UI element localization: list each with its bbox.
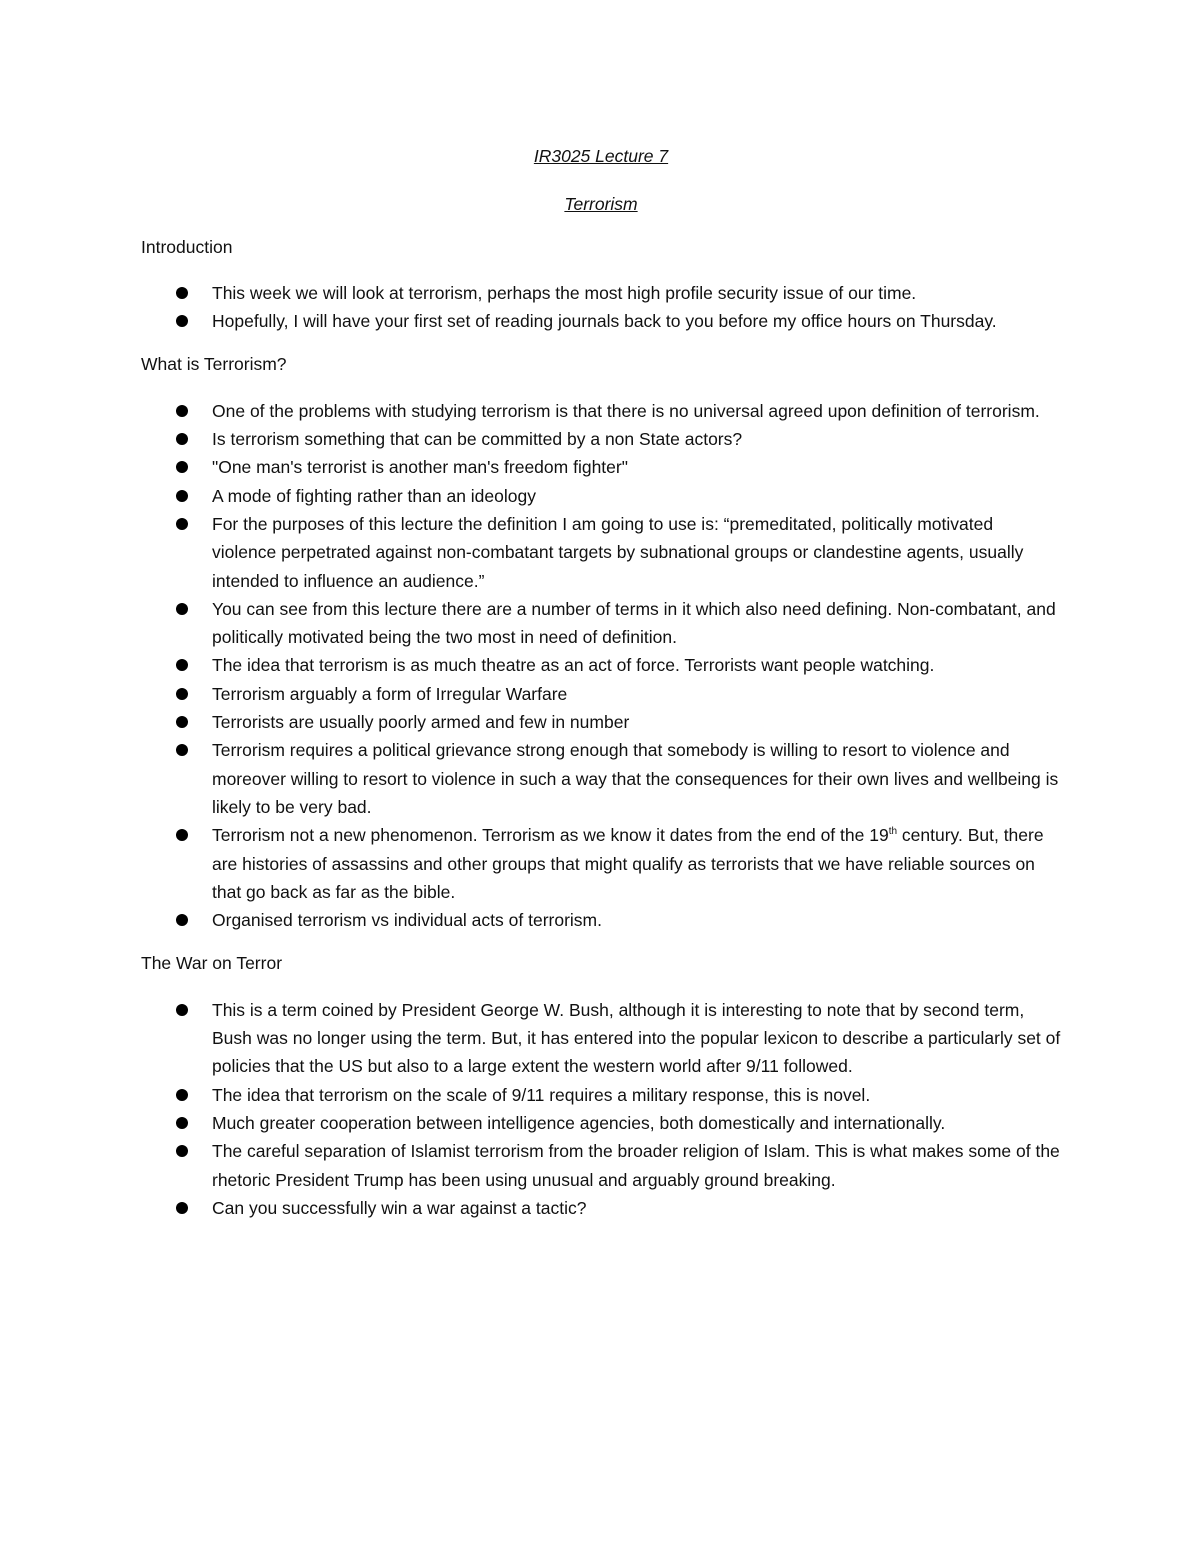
list-item	[212, 397, 1061, 425]
bullet-icon	[176, 315, 188, 327]
bullet-icon	[176, 744, 188, 756]
document-body	[141, 142, 1061, 1222]
list-item	[212, 1109, 1061, 1137]
list-item-text-before: Terrorism not a new phenomenon. Terrorism as we know it dates from the end of the 19	[212, 825, 889, 846]
list-item-text: Organised terrorism vs individual acts of terrorism.	[212, 910, 602, 931]
bullet-icon	[176, 914, 188, 926]
list-item-text: Is terrorism something that can be committed by a non State actors?	[212, 429, 743, 450]
list-item-text: Can you successfully win a war against a tactic?	[212, 1197, 587, 1218]
list-item	[212, 510, 1061, 595]
list-item	[212, 651, 1061, 679]
bullet-icon	[176, 829, 188, 841]
list-item-text: A mode of fighting rather than an ideology	[212, 485, 536, 506]
list-item	[212, 1081, 1061, 1109]
list-item	[212, 595, 1061, 652]
list-item-text: The careful separation of Islamist terrorism from the broader religion of Islam. This is what makes some of the rhetoric President Trump has been using unusual and arguably ground breaking.	[212, 1141, 1060, 1190]
list-item	[212, 906, 1061, 934]
list-item	[212, 1137, 1061, 1194]
section-heading-introduction: Introduction	[141, 236, 233, 257]
list-item-text: Hopefully, I will have your first set of reading journals back to you before my office hours on Thursday.	[212, 311, 997, 332]
list-item-text: Much greater cooperation between intelligence agencies, both domestically and internationally.	[212, 1112, 946, 1133]
section-heading-what-is-terrorism: What is Terrorism?	[141, 354, 287, 375]
list-item	[212, 425, 1061, 453]
document-subtitle: Terrorism	[564, 194, 638, 215]
bullet-list-introduction	[141, 279, 1061, 336]
list-item-text: Terrorism arguably a form of Irregular Warfare	[212, 683, 568, 704]
list-item	[212, 307, 1061, 335]
list-item-text: Terrorists are usually poorly armed and few in number	[212, 712, 630, 733]
section-heading-war-on-terror: The War on Terror	[141, 953, 283, 974]
list-item	[212, 680, 1061, 708]
bullet-icon	[176, 659, 188, 671]
list-item	[212, 453, 1061, 481]
bullet-icon	[176, 461, 188, 473]
bullet-icon	[176, 603, 188, 615]
bullet-icon	[176, 490, 188, 502]
bullet-icon	[176, 688, 188, 700]
list-item	[212, 821, 1061, 906]
bullet-icon	[176, 1117, 188, 1129]
list-item	[212, 736, 1061, 821]
list-item-text-after: century. But, there are histories of assassins and other groups that might qualify as terrorists that we have reliable sources on that go back as far as the bible.	[212, 825, 1044, 902]
bullet-icon	[176, 433, 188, 445]
bullet-icon	[176, 1145, 188, 1157]
list-item	[212, 482, 1061, 510]
bullet-list-war-on-terror	[141, 996, 1061, 1222]
list-item-text: You can see from this lecture there are a number of terms in it which also need defining. Non-combatant, and politically motivated being the two most in need of definition.	[212, 598, 1056, 648]
bullet-icon	[176, 716, 188, 728]
bullet-icon	[176, 405, 188, 417]
bullet-list-what-is-terrorism	[141, 397, 1061, 935]
list-item-text: Terrorism requires a political grievance strong enough that somebody is willing to resort to violence and moreover willing to resort to violence in such a way that the consequences for their own lives and wellbeing is likely to be very bad.	[212, 740, 1059, 817]
list-item-text: This is a term coined by President George W. Bush, although it is interesting to note that by second term, Bush was no longer using the term. But, it has entered into the popular lexicon to describe a particularly set of policies that the US but also to a large extent the western world after 9/11 followed.	[212, 999, 1061, 1077]
list-item	[212, 708, 1061, 736]
bullet-icon	[176, 1089, 188, 1101]
list-item	[212, 279, 1061, 307]
bullet-icon	[176, 1004, 188, 1016]
list-item-text: For the purposes of this lecture the definition I am going to use is: “premeditated, politically motivated violence perpetrated against non-combatant targets by subnational groups or clandestine agents, usually intended to influence an audience.”	[212, 513, 1024, 591]
bullet-icon	[176, 287, 188, 299]
list-item-text: The idea that terrorism on the scale of 9/11 requires a military response, this is novel.	[212, 1084, 871, 1105]
list-item-text: The idea that terrorism is as much theatre as an act of force. Terrorists want people watching.	[212, 655, 935, 676]
bullet-icon	[176, 518, 188, 530]
document-title: IR3025 Lecture 7	[533, 146, 669, 166]
bullet-icon	[176, 1202, 188, 1214]
list-item-text: "One man's terrorist is another man's freedom fighter"	[212, 457, 628, 478]
list-item-text: One of the problems with studying terrorism is that there is no universal agreed upon definition of terrorism.	[212, 400, 1040, 421]
list-item	[212, 996, 1061, 1081]
list-item-text: This week we will look at terrorism, perhaps the most high profile security issue of our time.	[212, 282, 917, 303]
ordinal-superscript: th	[888, 826, 898, 838]
list-item	[212, 1194, 1061, 1222]
